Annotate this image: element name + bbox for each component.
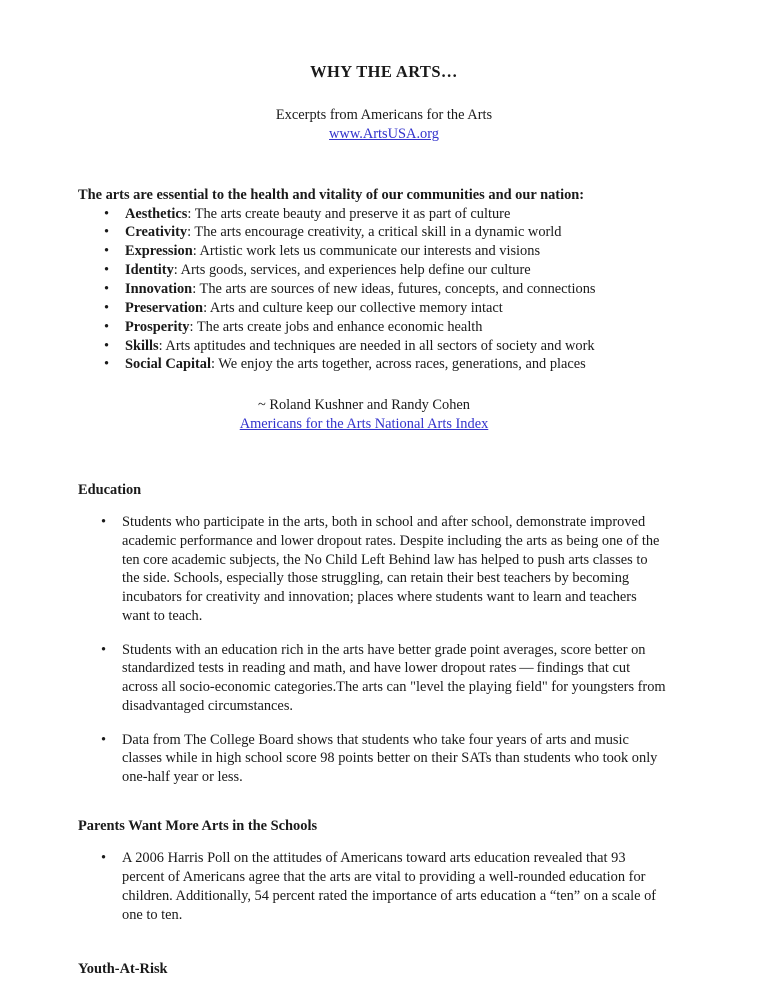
- list-item-term: Aesthetics: [125, 205, 188, 222]
- bullet-icon: •: [104, 356, 110, 373]
- sections-container: [0, 435, 768, 979]
- bullet-icon: •: [104, 318, 110, 335]
- list-item-separator: :: [187, 205, 195, 222]
- list-item: [0, 280, 768, 299]
- list-item: [0, 299, 768, 318]
- list-item-text: The arts are sources of new ideas, futures, concepts, and connections: [199, 280, 596, 297]
- list-item: [0, 849, 768, 924]
- list-item: [0, 355, 768, 374]
- list-item: [0, 641, 768, 716]
- bullet-icon: •: [101, 514, 107, 531]
- list-item-text: Data from The College Board shows that students who take four years of arts and music classes while in high school score 98 points better on their SATs than students who took only one-half year or less.: [122, 731, 658, 785]
- bullet-icon: •: [104, 205, 110, 222]
- list-item-text: The arts create jobs and enhance economic health: [196, 318, 483, 335]
- list-item-text: Arts aptitudes and techniques are needed in all sectors of society and work: [165, 337, 595, 354]
- list-item: [0, 205, 768, 224]
- list-item: [0, 337, 768, 356]
- bullet-icon: •: [104, 337, 110, 354]
- bullet-icon: •: [104, 243, 110, 260]
- section-heading: Youth-At-Risk: [78, 961, 168, 978]
- section-bullet-list: [0, 835, 768, 924]
- section-bullet-list: [0, 499, 768, 786]
- list-item: [0, 242, 768, 261]
- list-item-text: Students who participate in the arts, both in school and after school, demonstrate improved academic performance and lower dropout rates. Despite including the arts as being one of the ten core academic subjects, the No Child Left Behind law has helped to push arts classes to the side. Schools, especially those struggling, can retain their best teachers by becoming incubators for creativity and innovation; places where students want to learn and teachers want to teach.: [122, 514, 660, 624]
- list-item-separator: :: [192, 280, 200, 297]
- list-item-separator: :: [192, 243, 200, 260]
- list-item-term: Social Capital: [125, 356, 211, 373]
- national-arts-index-link[interactable]: Americans for the Arts National Arts Index: [239, 416, 489, 433]
- bullet-icon: •: [101, 731, 107, 748]
- list-item: [0, 513, 768, 625]
- list-item: [0, 261, 768, 280]
- section-heading: Education: [78, 481, 142, 498]
- page-title: WHY THE ARTS…: [310, 62, 458, 81]
- source-attribution-line: Excerpts from Americans for the Arts: [275, 106, 493, 123]
- attribution-authors: ~ Roland Kushner and Randy Cohen: [257, 397, 471, 414]
- list-item-term: Innovation: [125, 280, 193, 297]
- list-item-term: Prosperity: [125, 318, 190, 335]
- list-item-text: Arts and culture keep our collective memory intact: [209, 299, 503, 316]
- list-item-separator: :: [187, 224, 195, 241]
- list-item: [0, 318, 768, 337]
- bullet-icon: •: [101, 641, 107, 658]
- list-item-text: Students with an education rich in the arts have better grade point averages, score better on standardized tests in reading and math, and have lower dropout rates — findings that cut across all socio-economic categories.The arts can "level the playing field" for youngsters from disadvantaged circumstances.: [122, 641, 666, 714]
- list-item-separator: :: [189, 318, 197, 335]
- list-item-text: A 2006 Harris Poll on the attitudes of Americans toward arts education revealed that 93 percent of Americans agree that the arts are vital to providing a well-rounded education for children. Additionally, 54 percent rated the importance of arts education a “ten” on a scale of one to ten.: [122, 850, 657, 923]
- bullet-icon: •: [104, 224, 110, 241]
- list-item-term: Skills: [125, 337, 159, 354]
- list-item-term: Identity: [125, 262, 174, 279]
- list-item-term: Expression: [125, 243, 193, 260]
- list-item: [0, 731, 768, 787]
- lead-statement: The arts are essential to the health and vitality of our communities and our nation:: [78, 187, 585, 204]
- list-item-text: The arts create beauty and preserve it as part of culture: [194, 205, 511, 222]
- list-item-text: The arts encourage creativity, a critical skill in a dynamic world: [194, 224, 562, 241]
- list-item-text: Arts goods, services, and experiences help define our culture: [180, 262, 531, 279]
- list-item-separator: :: [210, 356, 219, 373]
- essentials-list: [0, 205, 768, 375]
- attribution-block: [0, 374, 768, 434]
- bullet-icon: •: [104, 262, 110, 279]
- list-item-separator: :: [158, 337, 166, 354]
- bullet-icon: •: [104, 299, 110, 316]
- list-item-text: We enjoy the arts together, across races, generations, and places: [218, 356, 586, 373]
- bullet-icon: •: [101, 850, 107, 867]
- list-item: [0, 223, 768, 242]
- section-heading: Parents Want More Arts in the Schools: [78, 817, 318, 834]
- list-item-term: Creativity: [125, 224, 188, 241]
- artsusa-website-link[interactable]: www.ArtsUSA.org: [329, 125, 439, 142]
- document-source-block: [0, 106, 768, 144]
- bullet-icon: •: [104, 280, 110, 297]
- list-item-separator: :: [203, 299, 210, 316]
- list-item-separator: :: [173, 262, 181, 279]
- list-item-text: Artistic work lets us communicate our interests and visions: [199, 243, 541, 260]
- list-item-term: Preservation: [125, 299, 204, 316]
